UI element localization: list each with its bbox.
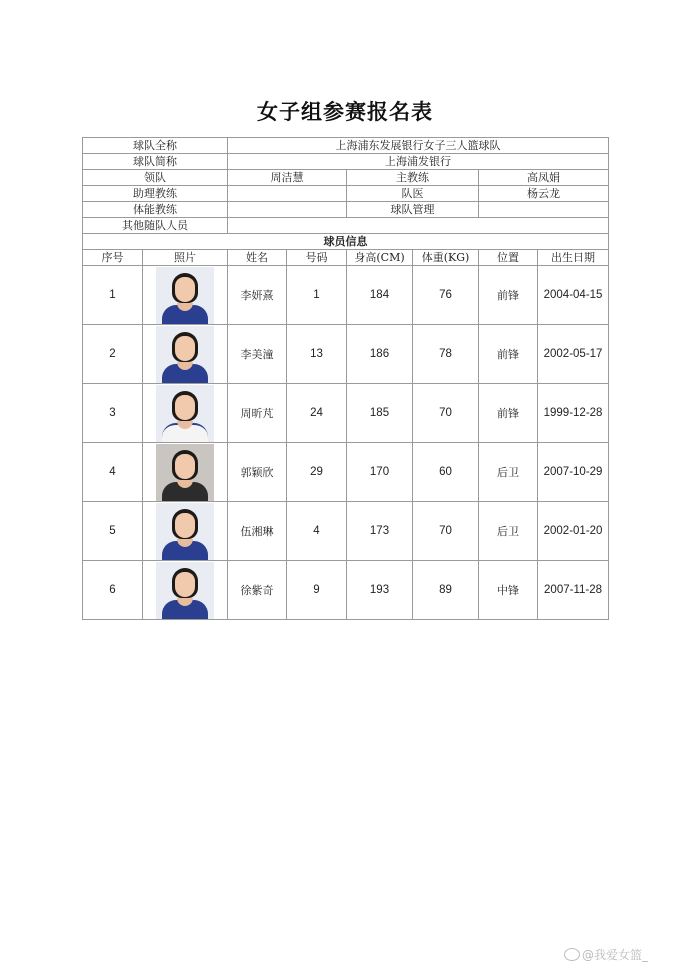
- staff-row-2: [83, 186, 609, 202]
- player-number: 29: [287, 443, 347, 502]
- player-photo-cell: [143, 266, 228, 325]
- player-index: 1: [83, 266, 143, 325]
- team-full-name-row: [83, 138, 609, 154]
- player-photo-cell: [143, 384, 228, 443]
- page-title: 女子组参赛报名表: [257, 100, 433, 124]
- staff-row-1: [83, 170, 609, 186]
- player-photo: [156, 267, 214, 324]
- column-header: 出生日期: [538, 250, 609, 266]
- watermark: [564, 946, 648, 963]
- registration-form: [82, 137, 609, 620]
- manager-label: 球队管理: [347, 202, 479, 218]
- player-name: 李美潼: [228, 325, 287, 384]
- player-name: 伍湘琳: [228, 502, 287, 561]
- head-coach-label: 主教练: [347, 170, 479, 186]
- player-photo: [156, 562, 214, 619]
- table-row: [83, 443, 609, 502]
- manager-value: [479, 202, 609, 218]
- fitness-coach-value: [228, 202, 347, 218]
- player-number: 1: [287, 266, 347, 325]
- player-birth-date: 2002-01-20: [538, 502, 609, 561]
- player-photo: [156, 385, 214, 442]
- player-height: 185: [347, 384, 413, 443]
- player-height: 170: [347, 443, 413, 502]
- watermark-text: @我爱女篮_: [582, 948, 649, 962]
- team-short-name-value: 上海浦发银行: [228, 154, 609, 170]
- player-weight: 78: [413, 325, 479, 384]
- table-row: [83, 266, 609, 325]
- player-weight: 89: [413, 561, 479, 620]
- player-photo-cell: [143, 443, 228, 502]
- player-position: 后卫: [479, 502, 538, 561]
- player-index: 6: [83, 561, 143, 620]
- player-height: 173: [347, 502, 413, 561]
- player-photo-cell: [143, 325, 228, 384]
- player-number: 24: [287, 384, 347, 443]
- team-full-name-value: 上海浦东发展银行女子三人篮球队: [228, 138, 609, 154]
- player-number: 13: [287, 325, 347, 384]
- player-position: 前锋: [479, 384, 538, 443]
- player-name: 李妍熹: [228, 266, 287, 325]
- player-photo: [156, 326, 214, 383]
- player-photo: [156, 444, 214, 501]
- player-photo: [156, 503, 214, 560]
- player-weight: 70: [413, 502, 479, 561]
- table-row: [83, 502, 609, 561]
- player-index: 2: [83, 325, 143, 384]
- column-header: 姓名: [228, 250, 287, 266]
- others-row: [83, 218, 609, 234]
- column-header: 体重(KG): [413, 250, 479, 266]
- table-row: [83, 561, 609, 620]
- player-birth-date: 1999-12-28: [538, 384, 609, 443]
- players-header-row: [83, 250, 609, 266]
- column-header: 序号: [83, 250, 143, 266]
- player-weight: 70: [413, 384, 479, 443]
- players-section-row: [83, 234, 609, 250]
- table-row: [83, 325, 609, 384]
- assistant-coach-value: [228, 186, 347, 202]
- column-header: 照片: [143, 250, 228, 266]
- player-position: 中锋: [479, 561, 538, 620]
- leader-value: 周洁慧: [228, 170, 347, 186]
- player-height: 184: [347, 266, 413, 325]
- player-position: 前锋: [479, 266, 538, 325]
- team-short-name-label: 球队简称: [83, 154, 228, 170]
- player-name: 徐紫奇: [228, 561, 287, 620]
- staff-row-3: [83, 202, 609, 218]
- player-position: 后卫: [479, 443, 538, 502]
- team-short-name-row: [83, 154, 609, 170]
- player-photo-cell: [143, 561, 228, 620]
- player-birth-date: 2007-11-28: [538, 561, 609, 620]
- fitness-coach-label: 体能教练: [83, 202, 228, 218]
- player-number: 9: [287, 561, 347, 620]
- player-position: 前锋: [479, 325, 538, 384]
- player-weight: 76: [413, 266, 479, 325]
- player-index: 5: [83, 502, 143, 561]
- others-value: [228, 218, 609, 234]
- assistant-coach-label: 助理教练: [83, 186, 228, 202]
- weibo-icon: [564, 948, 580, 961]
- player-photo-cell: [143, 502, 228, 561]
- player-birth-date: 2004-04-15: [538, 266, 609, 325]
- column-header: 位置: [479, 250, 538, 266]
- player-index: 4: [83, 443, 143, 502]
- players-section-title: 球员信息: [83, 234, 609, 250]
- player-height: 186: [347, 325, 413, 384]
- column-header: 号码: [287, 250, 347, 266]
- player-index: 3: [83, 384, 143, 443]
- team-full-name-label: 球队全称: [83, 138, 228, 154]
- head-coach-value: 高凤娟: [479, 170, 609, 186]
- player-height: 193: [347, 561, 413, 620]
- player-number: 4: [287, 502, 347, 561]
- doctor-label: 队医: [347, 186, 479, 202]
- player-birth-date: 2002-05-17: [538, 325, 609, 384]
- doctor-value: 杨云龙: [479, 186, 609, 202]
- table-row: [83, 384, 609, 443]
- others-label: 其他随队人员: [83, 218, 228, 234]
- column-header: 身高(CM): [347, 250, 413, 266]
- player-name: 周昕芃: [228, 384, 287, 443]
- player-birth-date: 2007-10-29: [538, 443, 609, 502]
- player-name: 郭颖欣: [228, 443, 287, 502]
- leader-label: 领队: [83, 170, 228, 186]
- player-weight: 60: [413, 443, 479, 502]
